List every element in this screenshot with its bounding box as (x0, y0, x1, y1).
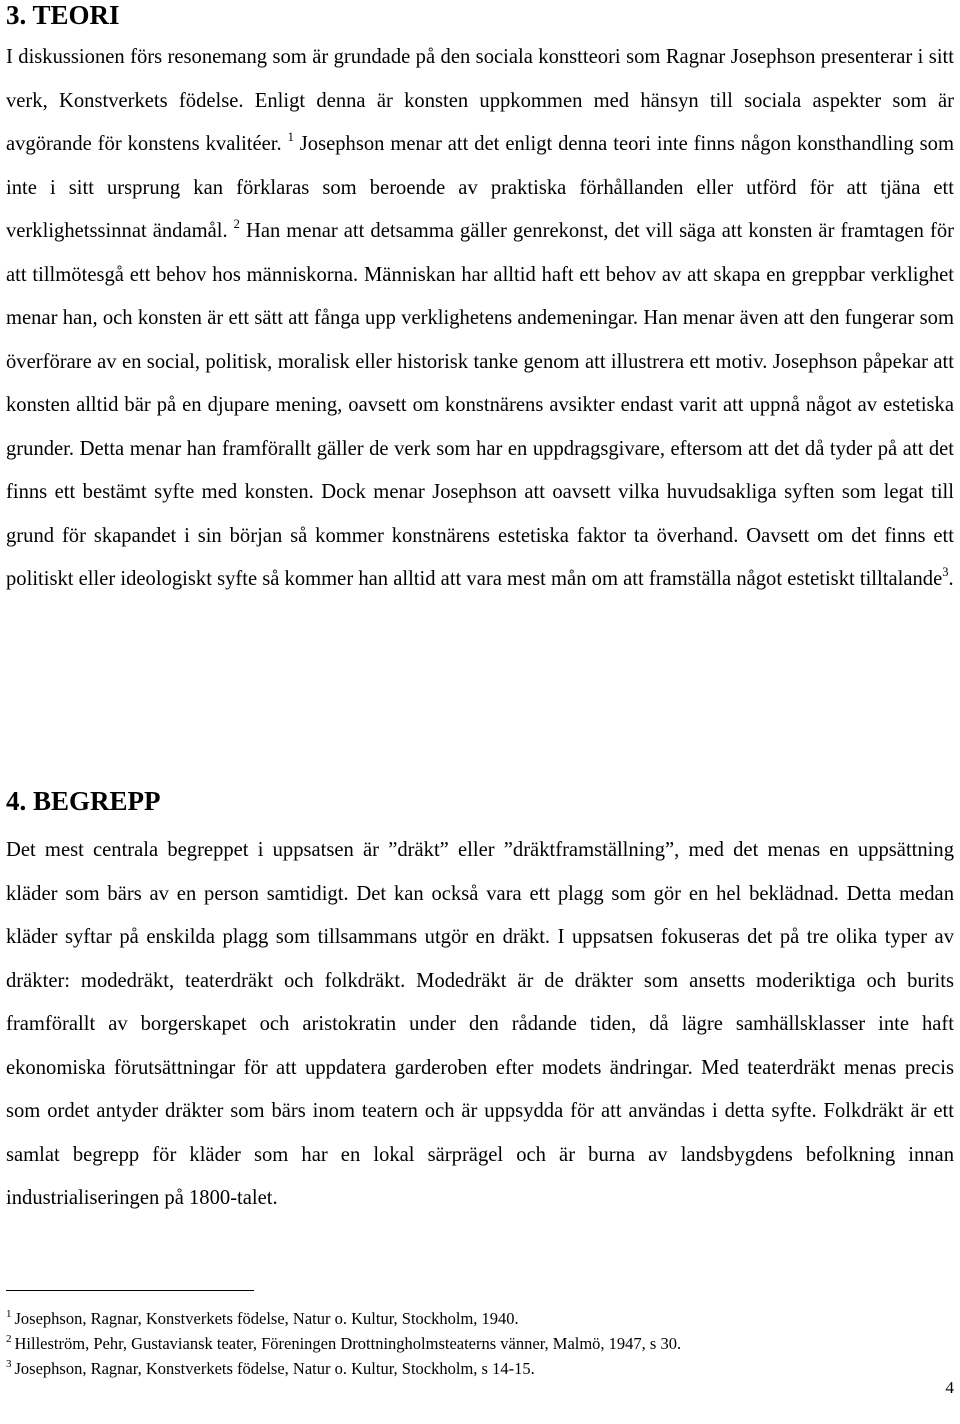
paragraph-text: Han menar att detsamma gäller genrekonst, det vill säga att konsten är framtagen för att tillmötesgå ett behov hos människorna. Människan har alltid haft ett behov av att skapa en greppbar verklighet menar han, och konsten är ett sätt att fånga upp verklighetens andemeningar. Han menar även att den fungerar som överförare av en social, politisk, moralisk eller historisk tanke genom att illustrera ett motiv. Josephson påpekar att konsten alltid bär på en djupare mening, oavsett om konstnärens avsikter endast varit att uppnå något av estetiska grunder. Detta menar han framförallt gäller de verk som har en uppdragsgivare, eftersom att det då tyder på att det finns ett bestämt syfte med konsten. Dock menar Josephson att oavsett vilka huvudsakliga syften som legat till grund för skapandet i sin början så kommer konstnärens estetiska faktor ta överhand. Oavsett om det finns ett politiskt eller ideologiskt syfte så kommer han alltid att vara mest mån om att framställa något estetiskt tilltalande (6, 220, 954, 590)
footnote-number: 2 (6, 1333, 12, 1345)
paragraph-text: . (948, 568, 954, 590)
section-paragraph (6, 829, 954, 1221)
section-paragraph (6, 36, 954, 602)
section-heading: 4. BEGREPP (6, 786, 161, 816)
page-number: 4 (945, 1378, 954, 1397)
footnote-number: 1 (6, 1308, 12, 1320)
footnote-separator (6, 1290, 254, 1291)
footnote-text: Josephson, Ragnar, Konstverkets födelse, Natur o. Kultur, Stockholm, s 14-15. (14, 1359, 535, 1378)
footnote-reference[interactable]: 1 (287, 130, 294, 144)
footnote-item (6, 1331, 936, 1356)
section-heading: 3. TEORI (6, 0, 120, 30)
footnote-item (6, 1356, 936, 1381)
footnote-text: Hilleström, Pehr, Gustaviansk teater, Föreningen Drottningholmsteaterns vänner, Malmö, 1947, s 30. (14, 1334, 682, 1353)
section-teori (6, 0, 956, 590)
paragraph-text: I diskussionen förs resonemang som är grundade på den sociala konstteori som Ragnar Josephson presenterar i sitt verk, Konstverkets födelse. Enligt denna är konsten uppkommen med hänsyn till sociala aspekter som är avgörande för konstens kvalitéer. (6, 46, 954, 155)
paragraph-text: Josephson menar att det enligt denna teori inte finns någon konsthandling som inte i sitt ursprung kan förklaras som beroende av praktiska förhållanden eller utförd för att tjäna ett verklighetssinnat ändamål. (6, 133, 954, 242)
paragraph-text: Det mest centrala begreppet i uppsatsen är ”dräkt” eller ”dräktframställning”, med det menas en uppsättning kläder som bärs av en person samtidigt. Det kan också vara ett plagg som gör en hel beklädnad. Detta medan kläder syftar på enskilda plagg som tillsammans utgör en dräkt. I uppsatsen fokuseras det på tre olika typer av dräkter: modedräkt, teaterdräkt och folkdräkt. Modedräkt är de dräkter som ansetts moderiktiga och burits framförallt av borgerskapet och aristokratin under den rådande tiden, då lägre samhällsklasser inte haft ekonomiska förutsättningar för att uppdatera garderoben efter modets ändringar. Med teaterdräkt menas precis som ordet antyder dräkter som bärs inom teatern och är uppsydda för att användas i detta syfte. Folkdräkt är ett samlat begrepp för kläder som har en lokal särprägel och är burna av landsbygdens befolkning innan industrialiseringen på 1800-talet. (6, 839, 954, 1209)
footnote-text: Josephson, Ragnar, Konstverkets födelse, Natur o. Kultur, Stockholm, 1940. (14, 1309, 519, 1328)
footnote-item (6, 1306, 936, 1331)
footnote-reference[interactable]: 3 (942, 565, 949, 579)
section-begrepp (6, 786, 956, 1209)
footnote-reference[interactable]: 2 (233, 217, 240, 231)
footnote-number: 3 (6, 1358, 12, 1370)
footnotes (6, 1306, 936, 1381)
